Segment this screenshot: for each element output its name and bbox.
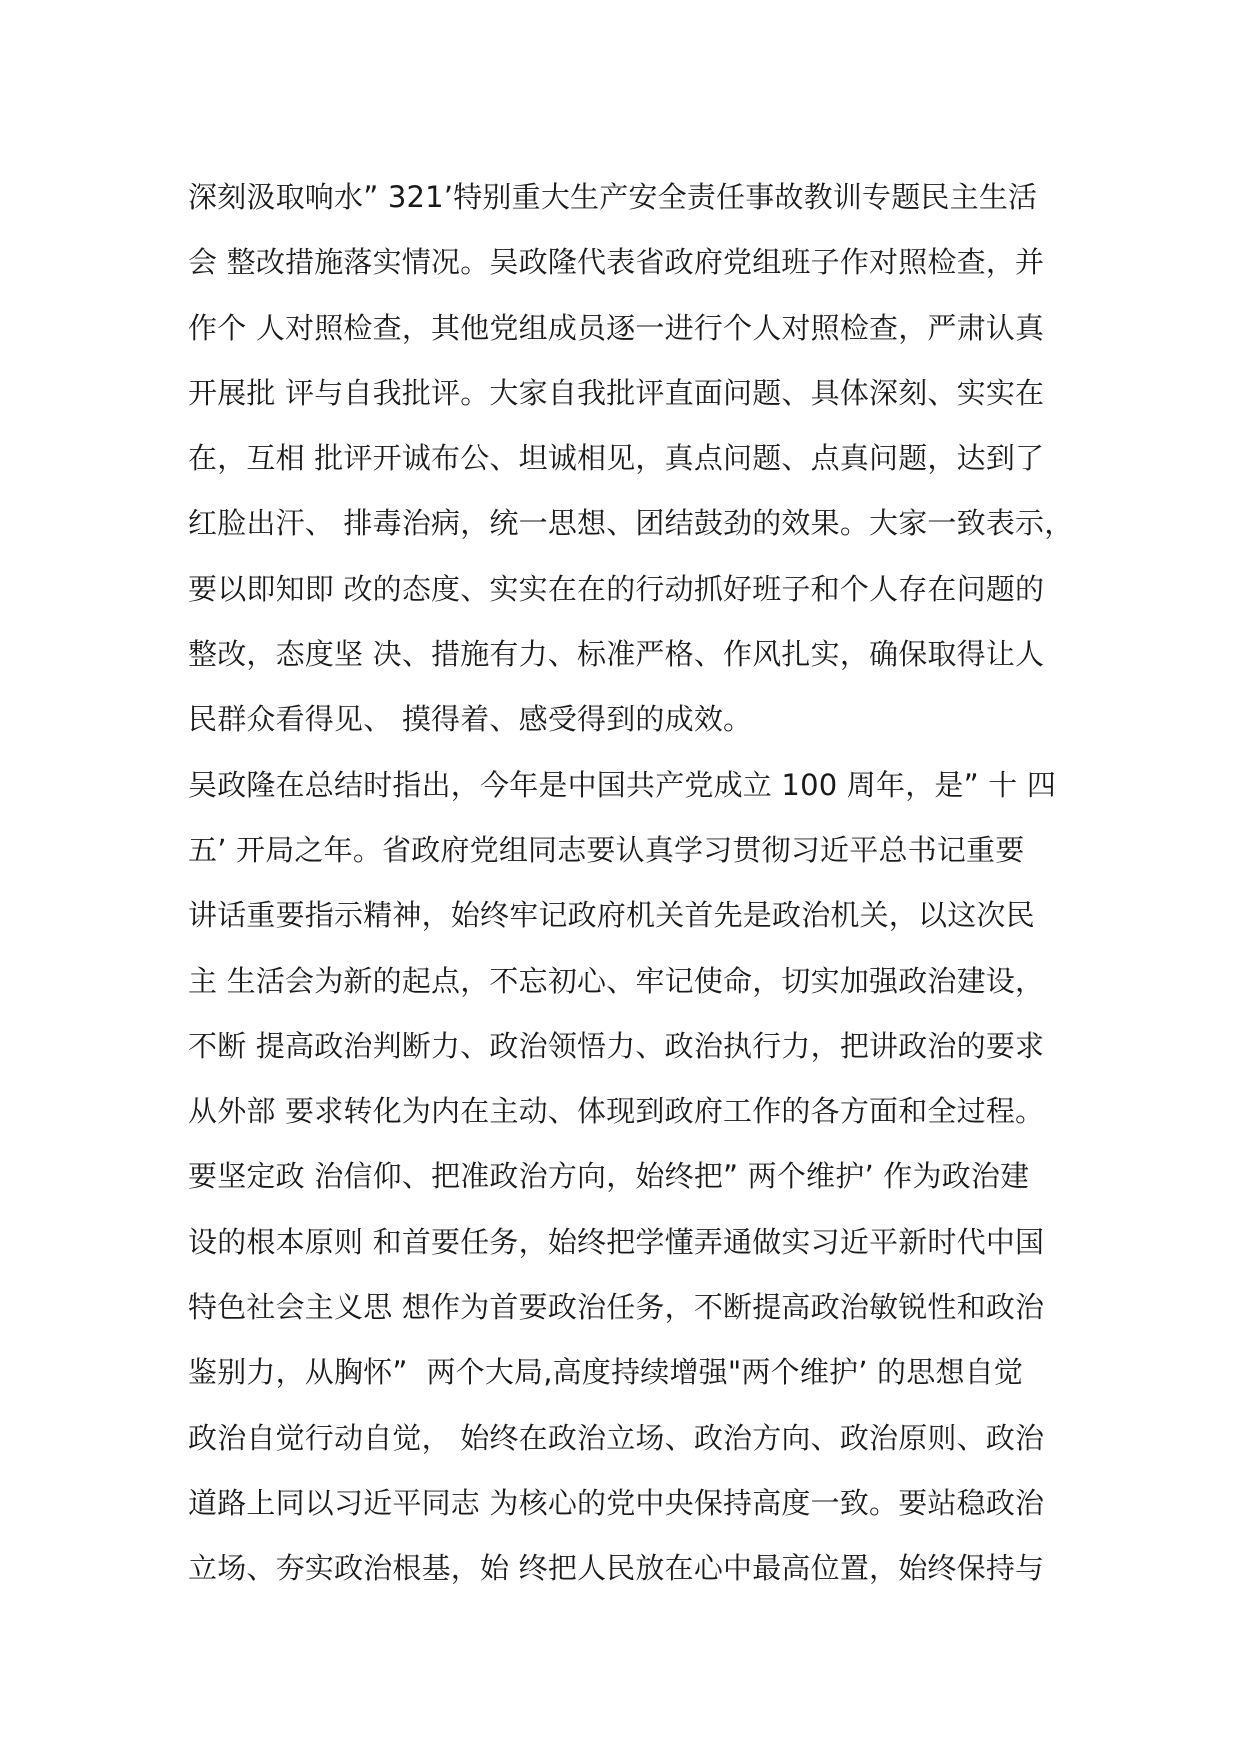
- text-line: 特色社会主义思 想作为首要政治任务，不断提高政治敏锐性和政治: [188, 1290, 1045, 1325]
- text-line: 鉴别力，从胸怀” 两个大局,高度持续增强"两个维护’ 的思想自觉: [188, 1355, 1024, 1390]
- body-text: [188, 165, 1108, 1602]
- text-line: 政治自觉行动自觉， 始终在政治立场、政治方向、政治原则、政治: [188, 1420, 1045, 1455]
- text-line: 从外部 要求转化为内在主动、体现到政府工作的各方面和全过程。: [188, 1094, 1045, 1129]
- text-line: 作个 人对照检查，其他党组成员逐一进行个人对照检查，严肃认真: [188, 310, 1045, 345]
- text-line: 会 整改措施落实情况。吴政隆代表省政府党组班子作对照检查，并: [188, 245, 1045, 280]
- text-line: 民群众看得见、 摸得着、感受得到的成效。: [188, 702, 753, 737]
- text-line: 道路上同以习近平同志 为核心的党中央保持高度一致。要站稳政治: [188, 1485, 1045, 1520]
- text-line: 五’ 开局之年。省政府党组同志要认真学习贯彻习近平总书记重要: [188, 832, 1025, 867]
- text-line: 吴政隆在总结时指出，今年是中国共产党成立 100 周年，是” 十 四: [188, 767, 1057, 802]
- text-line: 讲话重要指示精神，始终牢记政府机关首先是政治机关，以这次民: [188, 898, 1035, 933]
- text-line: 深刻汲取响水” 321’特别重大生产安全责任事故教训专题民主生活: [188, 180, 1038, 214]
- text-line: 立场、夯实政治根基，始 终把人民放在心中最高位置，始终保持与: [188, 1551, 1045, 1586]
- text-line: 整改，态度坚 决、措施有力、标准严格、作风扎实，确保取得让人: [188, 637, 1045, 672]
- text-line: 要以即知即 改的态度、实实在在的行动抓好班子和个人存在问题的: [188, 571, 1045, 606]
- text-line: 开展批 评与自我批评。大家自我批评直面问题、具体深刻、实实在: [188, 375, 1045, 410]
- text-line: 红脸出汗、 排毒治病，统一思想、团结鼓劲的效果。大家一致表示，: [188, 506, 1074, 541]
- text-line: 主 生活会为新的起点，不忘初心、牢记使命，切实加强政治建设，: [188, 963, 1045, 998]
- text-line: 不断 提高政治判断力、政治领悟力、政治执行力，把讲政治的要求: [188, 1028, 1045, 1063]
- text-line: 设的根本原则 和首要任务，始终把学懂弄通做实习近平新时代中国: [188, 1224, 1045, 1259]
- text-line: 在，互相 批评开诚布公、坦诚相见，真点问题、点真问题，达到了: [188, 441, 1045, 476]
- text-line: 要坚定政 治信仰、把准政治方向，始终把” 两个维护’ 作为政治建: [188, 1159, 1030, 1194]
